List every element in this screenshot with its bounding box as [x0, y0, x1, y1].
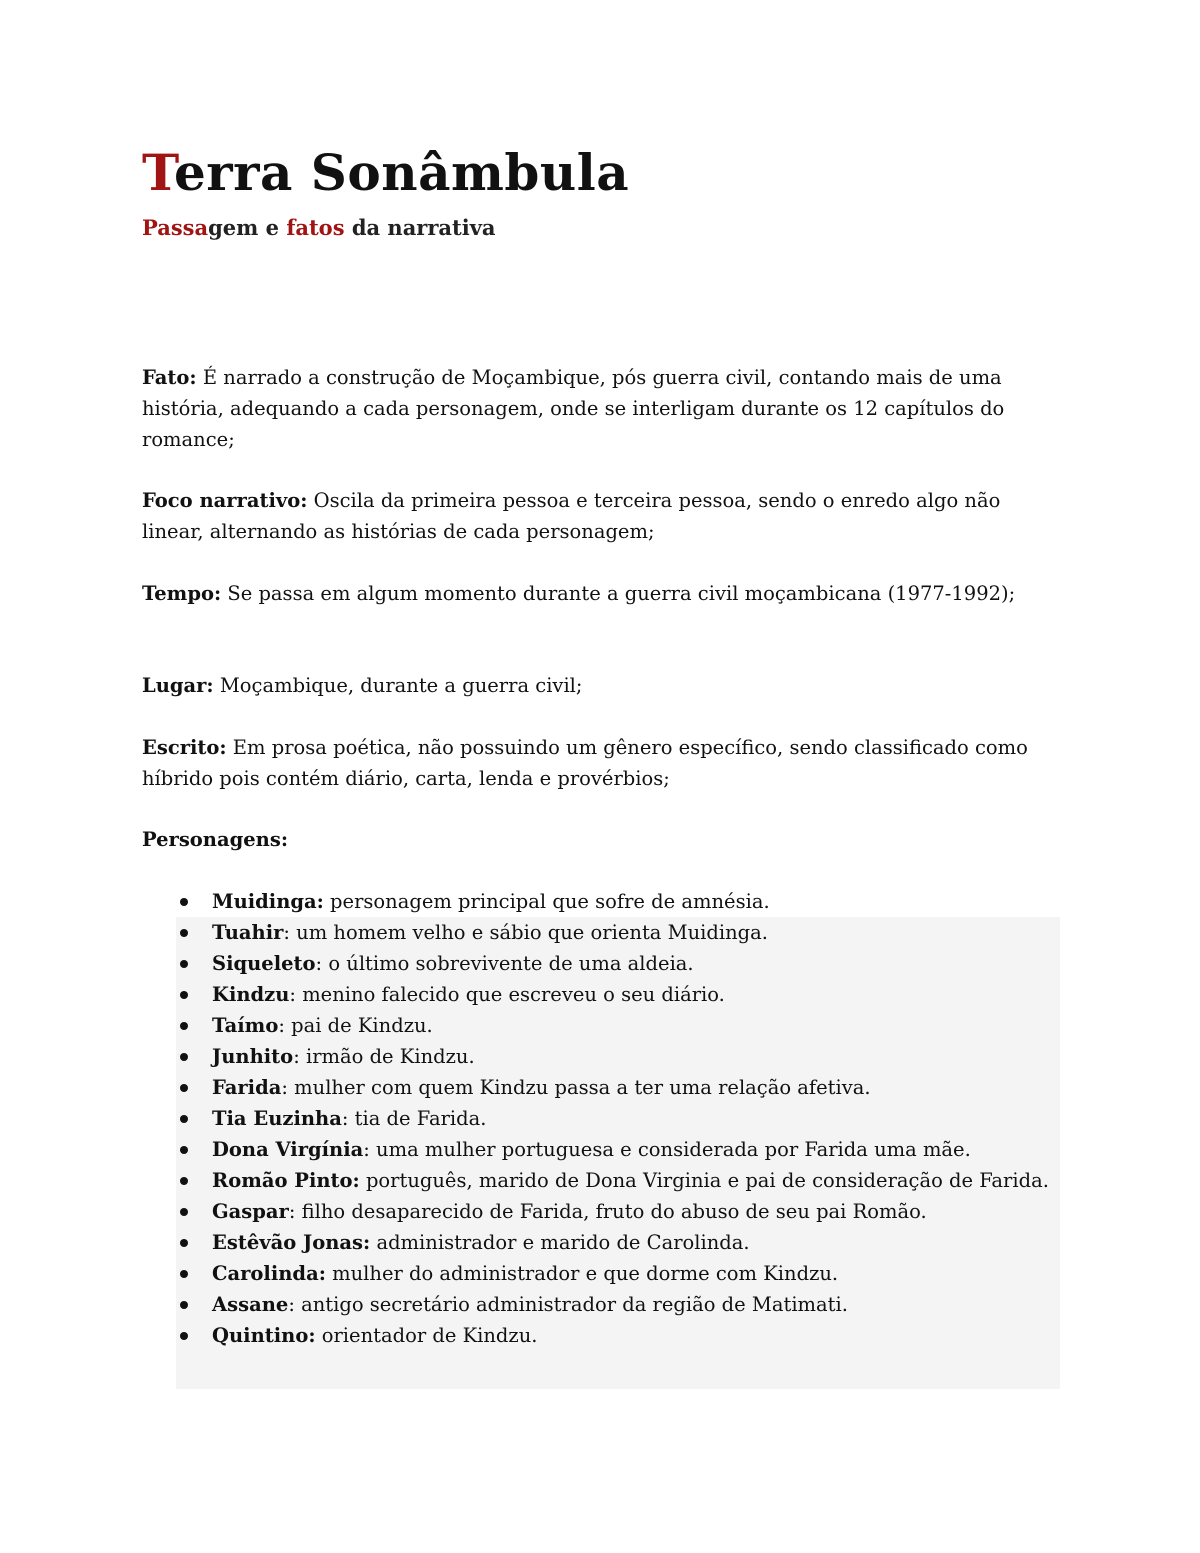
- character-description: mulher do administrador e que dorme com Kindzu.: [325, 1262, 839, 1285]
- list-item: [142, 1227, 1062, 1258]
- character-description: : filho desaparecido de Farida, fruto do abuso de seu pai Romão.: [288, 1200, 927, 1223]
- character-name: Estêvão Jonas:: [212, 1231, 371, 1254]
- character-description: orientador de Kindzu.: [315, 1324, 538, 1347]
- section-fato-label: Fato:: [142, 366, 197, 389]
- page-subtitle: [142, 212, 496, 244]
- character-name: Carolinda:: [212, 1262, 326, 1285]
- section-lugar-text: Moçambique, durante a guerra civil;: [213, 674, 583, 697]
- title-first-letter: T: [142, 143, 174, 202]
- list-item: [142, 1103, 1062, 1134]
- section-escrito-text: Em prosa poética, não possuindo um gênero específico, sendo classificado como híbrido pois contém diário, carta, lenda e provérbios;: [142, 736, 1028, 790]
- section-tempo-label: Tempo:: [142, 582, 222, 605]
- character-description: : mulher com quem Kindzu passa a ter uma relação afetiva.: [281, 1076, 871, 1099]
- character-name: Kindzu: [212, 983, 290, 1006]
- bullet-icon: [180, 1208, 188, 1216]
- section-foco-label: Foco narrativo:: [142, 489, 308, 512]
- list-item: [142, 1258, 1062, 1289]
- character-description: português, marido de Dona Virginia e pai de consideração de Farida.: [359, 1169, 1049, 1192]
- character-name: Junhito: [212, 1045, 294, 1068]
- bullet-icon: [180, 929, 188, 937]
- bullet-icon: [180, 1053, 188, 1061]
- character-name: Romão Pinto:: [212, 1169, 360, 1192]
- list-item: [142, 1165, 1062, 1196]
- character-name: Tia Euzinha: [212, 1107, 342, 1130]
- bullet-icon: [180, 898, 188, 906]
- section-personagens-label: Personagens:: [142, 828, 289, 851]
- character-description: : irmão de Kindzu.: [293, 1045, 475, 1068]
- bullet-icon: [180, 1115, 188, 1123]
- section-lugar: [142, 670, 1062, 701]
- character-list: [142, 886, 1062, 1351]
- subtitle-part-1: Passa: [142, 215, 209, 240]
- character-description: : menino falecido que escreveu o seu diário.: [289, 983, 725, 1006]
- list-item: [142, 1072, 1062, 1103]
- character-description: : pai de Kindzu.: [278, 1014, 433, 1037]
- page-title: [142, 138, 629, 208]
- title-rest: erra Sonâmbula: [173, 143, 630, 202]
- bullet-icon: [180, 1270, 188, 1278]
- bullet-icon: [180, 1084, 188, 1092]
- section-escrito: [142, 732, 1062, 794]
- list-item: [142, 1041, 1062, 1072]
- character-description: : o último sobrevivente de uma aldeia.: [315, 952, 694, 975]
- bullet-icon: [180, 1332, 188, 1340]
- character-name: Gaspar: [212, 1200, 289, 1223]
- section-personagens: [142, 824, 1062, 855]
- list-item: [142, 1320, 1062, 1351]
- section-escrito-label: Escrito:: [142, 736, 227, 759]
- list-item: [142, 1196, 1062, 1227]
- character-description: : antigo secretário administrador da região de Matimati.: [288, 1293, 848, 1316]
- bullet-icon: [180, 1301, 188, 1309]
- character-description: : um homem velho e sábio que orienta Muidinga.: [283, 921, 768, 944]
- section-tempo: [142, 578, 1062, 609]
- bullet-icon: [180, 1146, 188, 1154]
- character-name: Assane: [212, 1293, 289, 1316]
- bullet-icon: [180, 1022, 188, 1030]
- bullet-icon: [180, 991, 188, 999]
- list-item: [142, 917, 1062, 948]
- character-description: personagem principal que sofre de amnésia.: [323, 890, 770, 913]
- section-lugar-label: Lugar:: [142, 674, 214, 697]
- subtitle-part-3: fatos: [286, 215, 345, 240]
- subtitle-part-4: da narrativa: [344, 215, 496, 240]
- character-name: Farida: [212, 1076, 282, 1099]
- character-name: Dona Virgínia: [212, 1138, 364, 1161]
- section-foco-text: Oscila da primeira pessoa e terceira pessoa, sendo o enredo algo não linear, alternando as histórias de cada personagem;: [142, 489, 1001, 543]
- section-fato-text: É narrado a construção de Moçambique, pós guerra civil, contando mais de uma história, adequando a cada personagem, onde se interligam durante os 12 capítulos do romance;: [142, 366, 1005, 451]
- character-name: Siqueleto: [212, 952, 316, 975]
- character-name: Muidinga:: [212, 890, 324, 913]
- section-foco-narrativo: [142, 485, 1062, 547]
- section-fato: [142, 362, 1062, 455]
- list-item: [142, 948, 1062, 979]
- list-item: [142, 1289, 1062, 1320]
- list-item: [142, 1134, 1062, 1165]
- subtitle-part-2: gem e: [208, 215, 287, 240]
- section-tempo-text: Se passa em algum momento durante a guerra civil moçambicana (1977-1992);: [221, 582, 1016, 605]
- character-name: Tuahir: [212, 921, 284, 944]
- list-item: [142, 1010, 1062, 1041]
- character-description: : uma mulher portuguesa e considerada por Farida uma mãe.: [363, 1138, 971, 1161]
- character-name: Taímo: [212, 1014, 279, 1037]
- bullet-icon: [180, 1239, 188, 1247]
- bullet-icon: [180, 1177, 188, 1185]
- list-item: [142, 886, 1062, 917]
- character-description: administrador e marido de Carolinda.: [370, 1231, 750, 1254]
- bullet-icon: [180, 960, 188, 968]
- character-description: : tia de Farida.: [341, 1107, 487, 1130]
- list-item: [142, 979, 1062, 1010]
- character-name: Quintino:: [212, 1324, 316, 1347]
